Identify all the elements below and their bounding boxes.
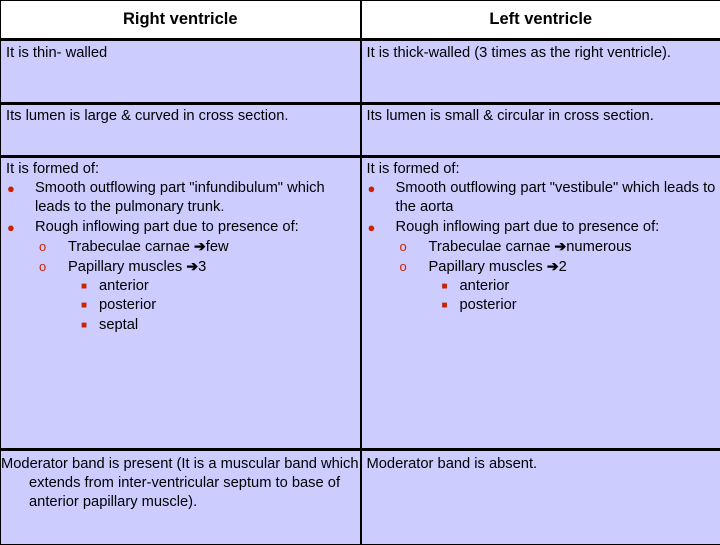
- header-row: [1, 1, 720, 40]
- right-lumen-cell: [1, 104, 361, 157]
- right-trabeculae-label: Trabeculae carnae: [68, 239, 190, 255]
- table-row-wall: [1, 40, 720, 104]
- left-wall-cell: [361, 40, 720, 104]
- right-moderator-cell: [1, 450, 361, 545]
- square-bullet-icon: ■: [81, 316, 87, 335]
- right-formation-intro: It is formed of:: [6, 160, 360, 179]
- left-moderator-cell: [361, 450, 720, 545]
- list-item: [367, 179, 720, 217]
- left-papillary-muscle-list: [429, 277, 720, 315]
- right-papillary-label: Papillary muscles: [68, 259, 182, 275]
- muscle-name: anterior: [460, 278, 510, 294]
- list-item: [429, 277, 720, 296]
- right-arrow-icon: ➔: [194, 238, 206, 254]
- right-arrow-icon: ➔: [547, 258, 559, 274]
- left-papillary-value: 2: [559, 259, 567, 275]
- left-lumen-cell: [361, 104, 720, 157]
- left-trabeculae-value: numerous: [566, 239, 631, 255]
- left-formation-cell: [361, 157, 720, 450]
- list-item: [68, 296, 360, 315]
- list-item: [6, 218, 360, 335]
- left-formation-intro: It is formed of:: [367, 160, 720, 179]
- right-wall-text: It is thin- walled: [1, 41, 360, 63]
- right-formation-list: [6, 179, 360, 335]
- list-item: [68, 316, 360, 335]
- right-formation-cell: [1, 157, 361, 450]
- left-trabeculae-label: Trabeculae carnae: [429, 239, 551, 255]
- left-formation-list: [367, 179, 720, 315]
- left-lumen-text: Its lumen is small & circular in cross section.: [362, 105, 720, 126]
- hollow-circle-bullet-icon: o: [39, 237, 46, 256]
- square-bullet-icon: ■: [81, 296, 87, 315]
- square-bullet-icon: ■: [442, 277, 448, 296]
- table-row-lumen: [1, 104, 720, 157]
- left-ventricle-header: Left ventricle: [361, 1, 720, 40]
- table-row-moderator: [1, 450, 720, 545]
- square-bullet-icon: ■: [81, 277, 87, 296]
- filled-round-bullet-icon: ●: [7, 179, 15, 198]
- right-arrow-icon: ➔: [555, 238, 567, 254]
- list-item: [396, 257, 720, 316]
- list-item: [429, 296, 720, 315]
- list-item: [68, 277, 360, 296]
- left-moderator-text: Moderator band is absent.: [362, 451, 720, 474]
- right-rough-sublist: [35, 237, 360, 335]
- left-rough-sublist: [396, 237, 720, 316]
- muscle-name: septal: [99, 317, 138, 333]
- right-papillary-value: 3: [198, 259, 206, 275]
- list-item: [367, 218, 720, 316]
- right-smooth-part: Smooth outflowing part "infundibulum" which leads to the pulmonary trunk.: [35, 180, 325, 215]
- muscle-name: posterior: [460, 297, 517, 313]
- right-rough-part: Rough inflowing part due to presence of:: [35, 219, 299, 235]
- filled-round-bullet-icon: ●: [7, 218, 15, 237]
- filled-round-bullet-icon: ●: [368, 218, 376, 237]
- right-moderator-text: Moderator band is present (It is a muscular band which extends from inter-ventricular septum to base of anterior papillary muscle).: [1, 451, 360, 513]
- left-papillary-label: Papillary muscles: [429, 259, 543, 275]
- list-item: [35, 257, 360, 335]
- square-bullet-icon: ■: [442, 296, 448, 315]
- right-lumen-text: Its lumen is large & curved in cross section.: [1, 105, 360, 126]
- muscle-name: anterior: [99, 278, 149, 294]
- hollow-circle-bullet-icon: o: [39, 257, 46, 276]
- left-rough-part: Rough inflowing part due to presence of:: [396, 219, 660, 235]
- left-wall-text: It is thick-walled (3 times as the right ventricle).: [362, 41, 720, 63]
- list-item: [6, 179, 360, 217]
- hollow-circle-bullet-icon: o: [400, 257, 407, 276]
- table-row-formation: [1, 157, 720, 450]
- right-wall-cell: [1, 40, 361, 104]
- list-item: [35, 237, 360, 257]
- right-ventricle-header: Right ventricle: [1, 1, 361, 40]
- muscle-name: posterior: [99, 297, 156, 313]
- right-arrow-icon: ➔: [186, 258, 198, 274]
- right-papillary-muscle-list: [68, 277, 360, 335]
- hollow-circle-bullet-icon: o: [400, 237, 407, 256]
- right-trabeculae-value: few: [206, 239, 229, 255]
- filled-round-bullet-icon: ●: [368, 179, 376, 198]
- left-smooth-part: Smooth outflowing part "vestibule" which leads to the aorta: [396, 180, 716, 215]
- list-item: [396, 237, 720, 257]
